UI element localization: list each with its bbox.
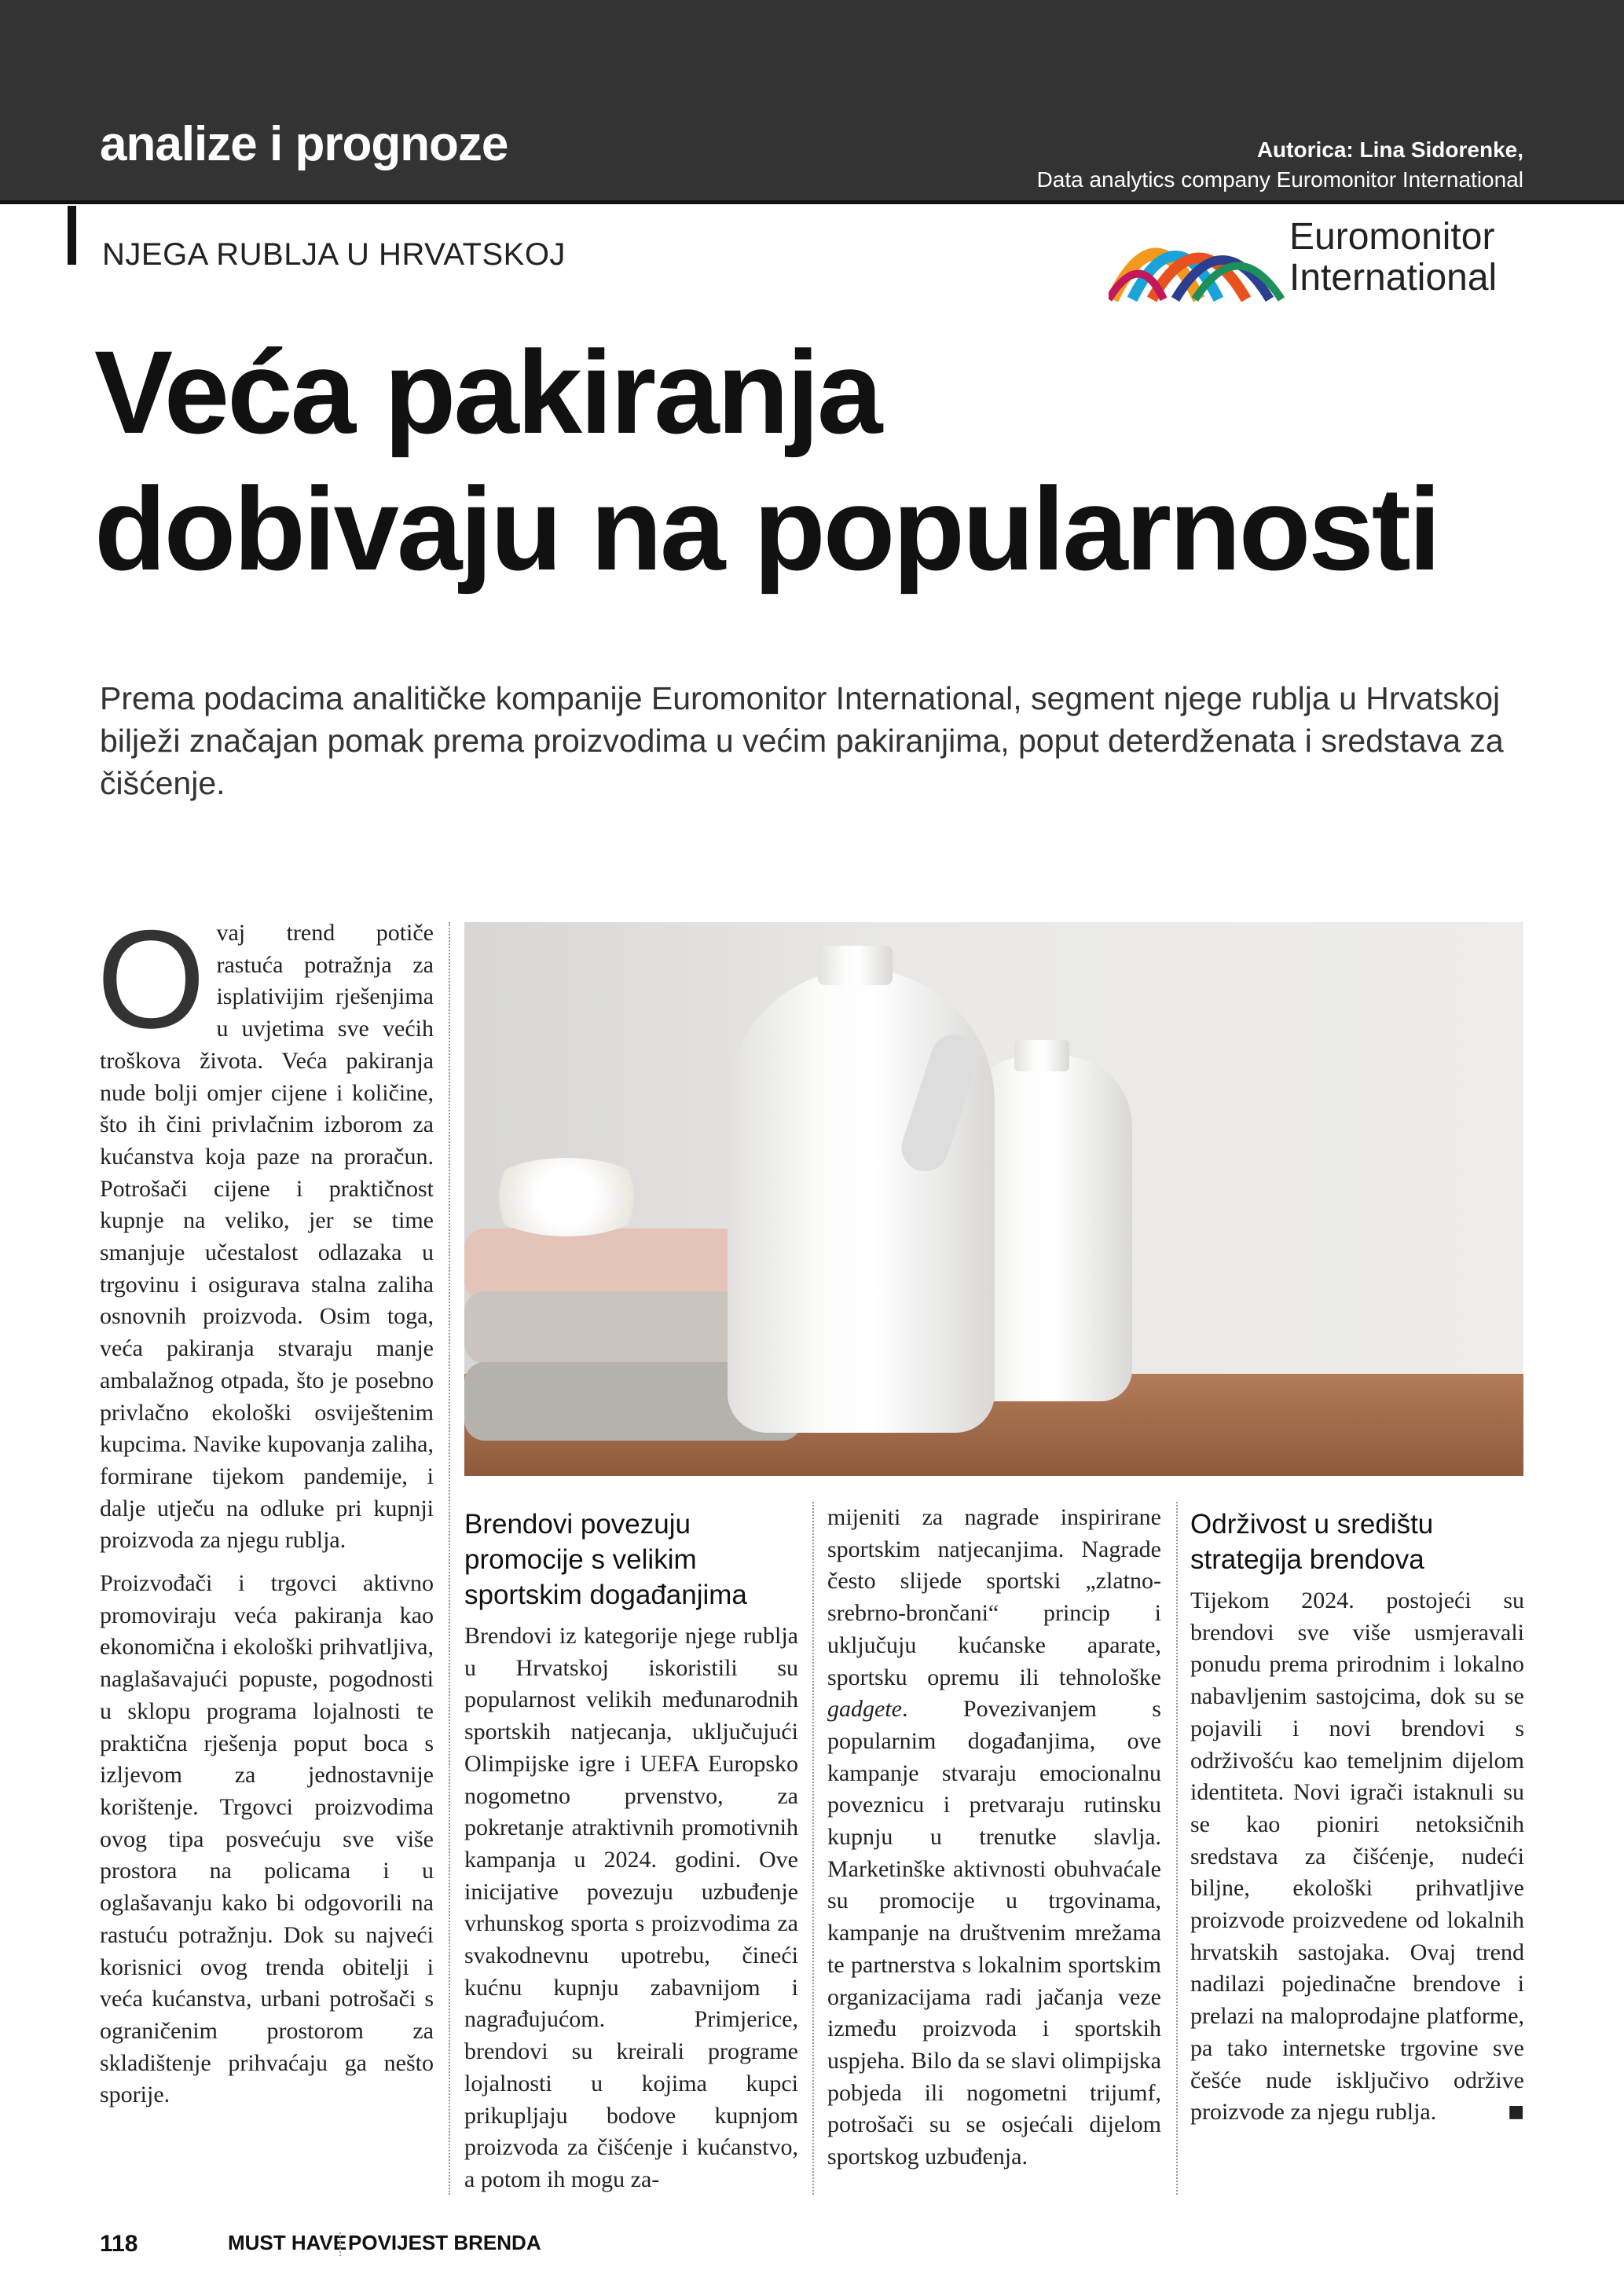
column-1 [97, 901, 434, 2122]
subheading: Brendovi povezuju promocije s velikim sportskim događanjima [464, 1509, 747, 1610]
orchid-flowers [480, 1158, 653, 1236]
logo-arcs-icon [1109, 217, 1285, 303]
paragraph: Brendovi iz kategorije njege rublja u Hrvatskoj iskoristili su popularnost velikih međunarodnih sportskih natjecanja, uključujući Olimpijske igre i UEFA Europsko nogometno prvenstvo, za pokretanje atraktivnih promotivnih kampanja u 2024. godini. Ove inicijative povezuju uzbuđenje vrhunskog sporta s proizvodima za svakodnevnu upotrebu, čineći kućnu kupnju zabavnijom i nagrađujućom. Primjerice, brendovi su kreirali programe lojalnosti u kojima kupci prikupljaju bodove kupnjom proizvoda za čišćenje i kućanstvo, a potom ih mogu za- [464, 1623, 798, 2192]
kicker: NJEGA RUBLJA U HRVATSKOJ [102, 237, 566, 272]
article-title [94, 324, 1439, 597]
footer-separator [339, 2232, 341, 2256]
column-separator [1176, 1502, 1178, 2195]
column-4 [1190, 1507, 1524, 2140]
italic-term: gadgete [827, 1696, 902, 1723]
author-name: Autorica: Lina Sidorenke, [1256, 137, 1523, 162]
section-label: analize i prognoze [100, 117, 508, 171]
title-line-1: Veća pakiranja [94, 326, 881, 458]
paragraph: Proizvođači i trgovci aktivno promoviraju veća pakiranja kao ekonomična i ekološki prihvatljiva, naglašavajući popuste, pogodnosti u sklopu programa lojalnosti te praktična rješenja poput boca s izljevom za jednostavnije korištenje. Trgovci proizvodima ovog tipa posvećuju sve više prostora na policama i u oglašavanju kako bi odgovorili na rastuću potražnju. Dok su najveći korisnici ovog trenda obitelji i veća kućanstva, urbani potrošači s ograničenim prostorom za skladištenje prihvaćaju ga nešto sporije. [100, 1570, 434, 2108]
title-line-2: dobivaju na popularnosti [94, 463, 1439, 595]
page-number: 118 [100, 2231, 138, 2257]
article-lead: Prema podacima analitičke kompanije Euromonitor International, segment njege rublja u Hrvatskoj bilježi značajan pomak prema proizvodima u većim pakiranjima, poput deterdženata i sredstava za čišćenje. [100, 680, 1504, 801]
footer-section: POVIJEST BRENDA [348, 2231, 541, 2254]
author-affiliation: Data analytics company Euromonitor International [1036, 167, 1523, 192]
kicker-bar [68, 206, 76, 265]
end-mark-icon: ■ [1508, 2102, 1524, 2122]
article-photo-detergent-bottles [464, 922, 1523, 1476]
drop-cap: O [97, 901, 206, 1057]
column-2 [464, 1507, 798, 2207]
small-bottle-cap [1014, 1040, 1069, 1071]
subheading: Održivost u središtu strategija brendova [1190, 1509, 1434, 1575]
author-credit [1037, 135, 1523, 195]
euromonitor-logo [1109, 217, 1523, 303]
logo-text-line1: Euromonitor [1289, 216, 1495, 258]
column-3 [827, 1502, 1161, 2184]
header-divider [0, 200, 1624, 204]
logo-text-line2: International [1289, 257, 1498, 298]
paragraph-text: mijeniti za nagrade inspirirane sportskim natjecanjima. Nagrade često slijede sportski „zlatno-srebrno-brončani“ princip i uključuju kućanske aparate, sportsku opremu ili tehnološke [827, 1504, 1161, 1690]
paragraph: Tijekom 2024. postojeći su brendovi sve više usmjeravali ponudu prema prirodnim i lokalno nabavljenim sastojcima, dok su se pojavili i novi brendovi s održivošću kao temeljnim dijelom identiteta. Novi igrači istaknuli su se kao pioniri netoksičnih sredstava za čišćenje, nudeći biljne, ekološki prihvatljive proizvode proizvedene od lokalnih hrvatskih sastojaka. Ovaj trend nadilazi pojedinačne brendove i prelazi na maloprodajne platforme, pa tako internetske trgovine sve češće nude isključivo održive proizvode za njegu rublja. [1190, 1587, 1524, 2126]
paragraph-text: . Povezivanjem s popularnim događanjima, ove kampanje stvaraju emocionalnu poveznicu i pretvaraju rutinsku kupnju u trenutke slavlja. Marketinške aktivnosti obuhvaćale su promocije u trgovinama, kampanje na društvenim mrežama te partnerstva s lokalnim sportskim organizacijama radi jačanja veze između proizvoda i sportskih uspjeha. Bilo da se slavi olimpijska pobjeda ili nogometni trijumf, potrošači su se osjećali dijelom sportskog uzbuđenja. [827, 1696, 1161, 2170]
column-separator [812, 1502, 814, 2195]
paragraph: vaj trend potiče rastuća potražnja za isplativijim rješenjima u uvjetima sve većih troškova života. Veća pakiranja nude bolji omjer cijene i količine, što ih čini privlačnim izborom za kućanstva koja paze na proračun. Potrošači cijene i praktičnost kupnje na veliko, jer se time smanjuje učestalost odlazaka u trgovinu i osigurava stalna zaliha osnovnih proizvoda. Osim toga, veća pakiranja stvaraju manje ambalažnog otpada, što je posebno privlačno ekološki osviještenim kupcima. Navike kupovanja zaliha, formirane tijekom pandemije, i dalje utječu na odluke pri kupnji proizvoda za njegu rublja. [100, 920, 434, 1554]
footer-magazine: MUST HAVE [228, 2231, 347, 2254]
large-bottle-cap [818, 946, 893, 985]
column-separator [449, 922, 450, 2195]
